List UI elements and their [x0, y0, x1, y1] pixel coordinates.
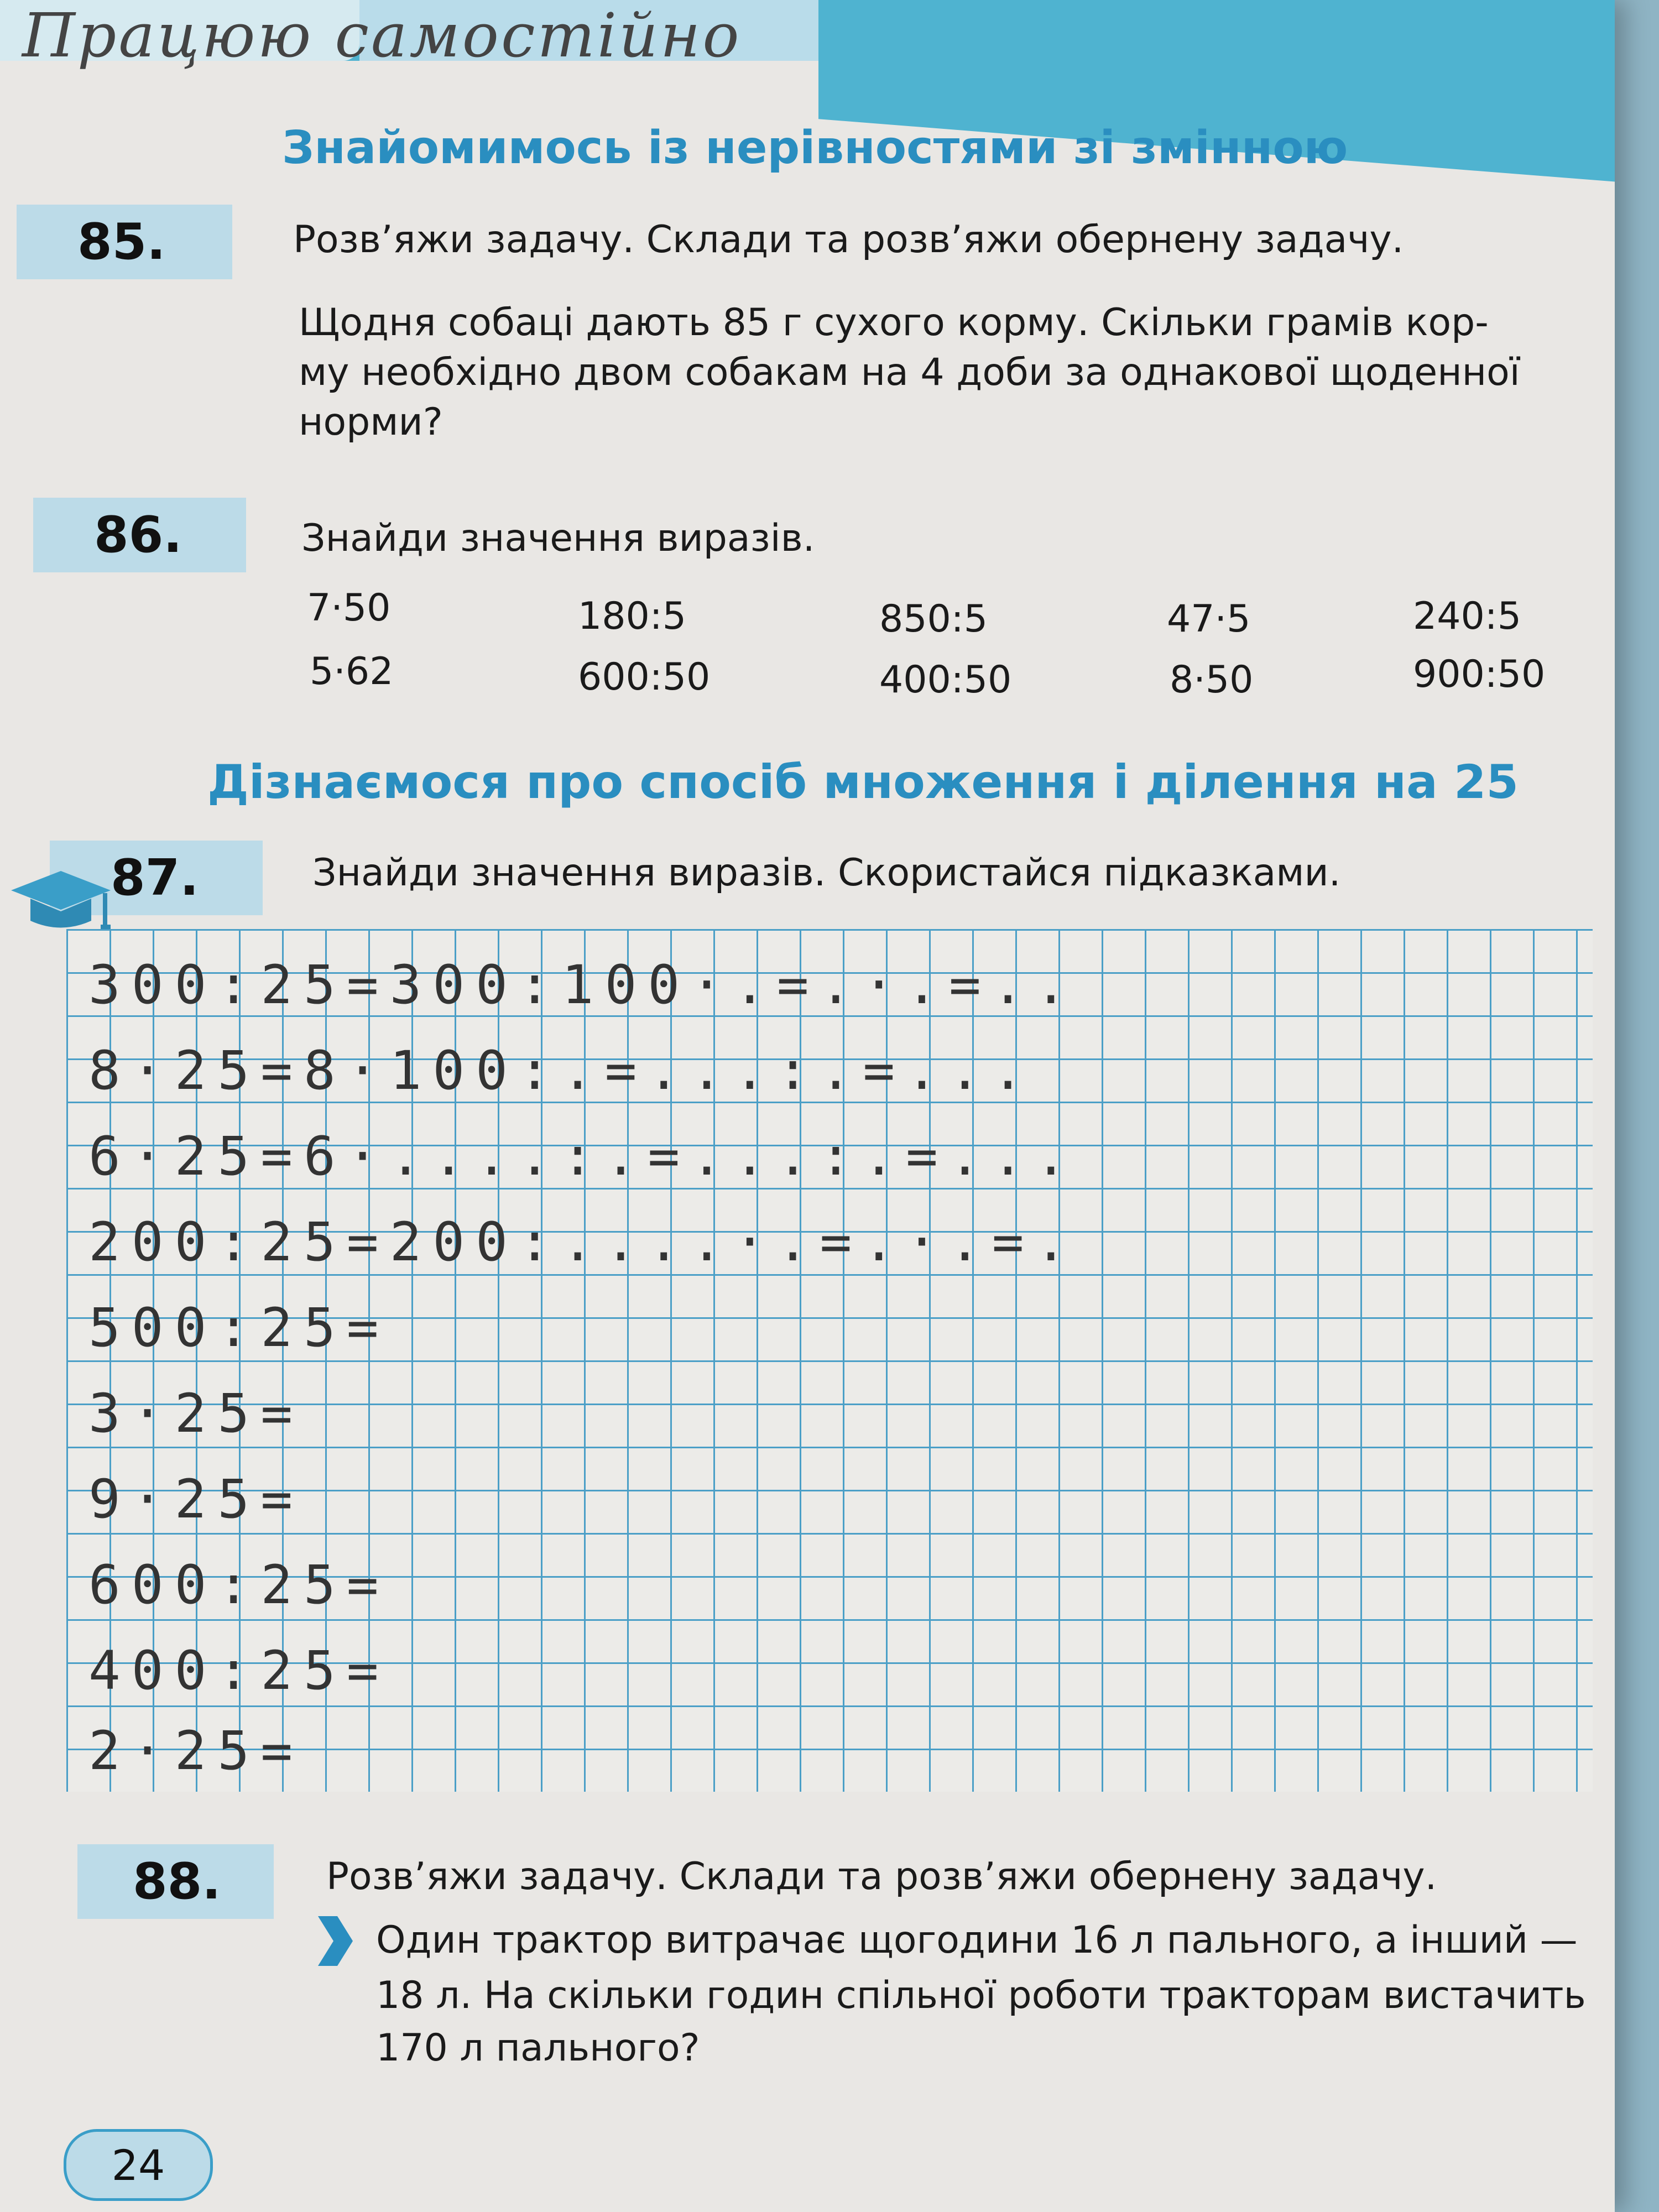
section-title-multiplication-25: Дізнаємося про спосіб множення і ділення на 25 — [207, 755, 1519, 809]
squared-grid — [66, 929, 1593, 1792]
grid-row: 6·25=6·....:.=...:.=... — [88, 1125, 1078, 1187]
graduation-cap-icon — [6, 863, 116, 940]
task-number-87: 87. — [50, 841, 263, 915]
grid-row: 3·25= — [88, 1383, 304, 1444]
expression: 5·62 — [310, 650, 394, 693]
expression: 900:50 — [1413, 653, 1546, 696]
expression: 600:50 — [578, 655, 711, 699]
grid-row: 400:25= — [88, 1640, 390, 1702]
task88-instruction: Розв’яжи задачу. Склади та розв’яжи обернену задачу. — [326, 1855, 1437, 1898]
task-number-88: 88. — [77, 1844, 274, 1919]
expression: 8·50 — [1170, 658, 1254, 702]
task85-line1: Щодня собаці дають 85 г сухого корму. Скільки грамів кор- — [299, 301, 1489, 345]
task-number-85: 85. — [17, 205, 232, 279]
grid-row: 9·25= — [88, 1468, 304, 1530]
task-number-86: 86. — [33, 498, 246, 572]
expression: 400:50 — [879, 658, 1012, 702]
handwritten-header: Працюю самостійно — [22, 0, 742, 71]
grid-row: 8·25=8·100:.=...:.=... — [88, 1040, 1035, 1102]
task88-line3: 170 л пального? — [376, 2026, 700, 2070]
expression: 7·50 — [307, 586, 391, 630]
grid-row: 300:25=300:100·.=.·.=.. — [88, 954, 1078, 1016]
expression: 850:5 — [879, 597, 988, 641]
section-title-inequalities: Знайомимось із нерівностями зі змінною — [282, 122, 1348, 174]
task85-instruction: Розв’яжи задачу. Склади та розв’яжи обернену задачу. — [293, 218, 1404, 262]
grid-row: 2·25= — [88, 1720, 304, 1782]
task86-instruction: Знайди значення виразів. — [301, 517, 815, 560]
task88-line1: Один трактор витрачає щогодини 16 л пального, а інший — — [376, 1918, 1578, 1962]
expression: 47·5 — [1167, 597, 1251, 641]
task87-instruction: Знайди значення виразів. Скористайся підказками. — [312, 851, 1341, 895]
page-number: 24 — [64, 2129, 213, 2201]
chevron-right-icon — [315, 1913, 354, 1969]
task85-line2: му необхідно двом собакам на 4 доби за однакової щоденної — [299, 351, 1520, 394]
task85-line3: норми? — [299, 400, 443, 444]
expression: 180:5 — [578, 594, 686, 638]
grid-row: 200:25=200:....·.=.·.=. — [88, 1211, 1078, 1273]
task88-line2: 18 л. На скільки годин спільної роботи тракторам вистачить — [376, 1974, 1586, 2017]
grid-row: 500:25= — [88, 1297, 390, 1359]
expression: 240:5 — [1413, 594, 1521, 638]
grid-row: 600:25= — [88, 1554, 390, 1616]
